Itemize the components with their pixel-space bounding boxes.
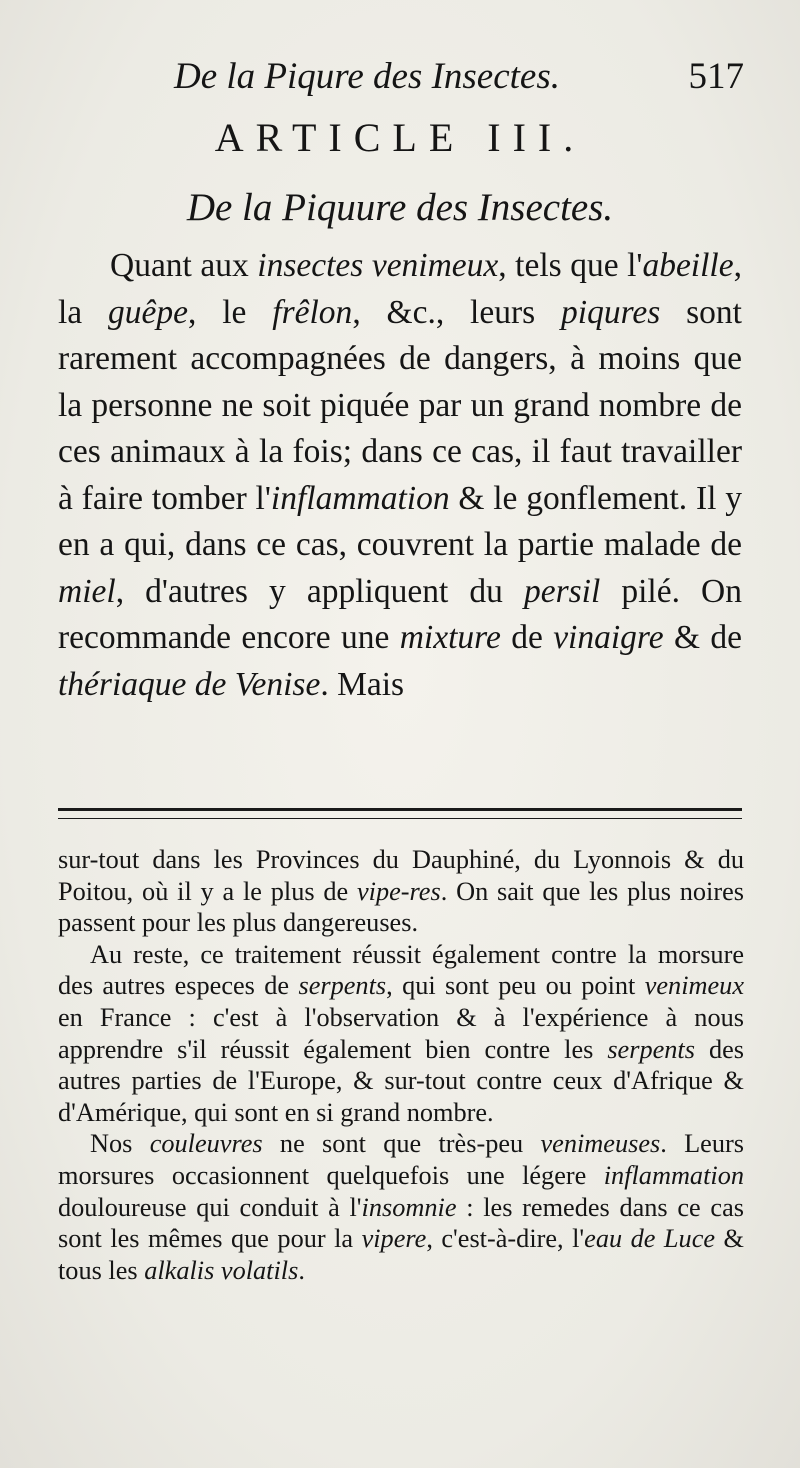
section-title: De la Piquure des Insectes. (186, 186, 614, 229)
footnotes (58, 844, 744, 1286)
footnote-separator-rule (58, 808, 742, 811)
italic-term: vipere (361, 1224, 427, 1254)
italic-term: miel (58, 572, 116, 610)
italic-term: serpents (298, 971, 387, 1001)
footnote-separator-rule-thin (58, 818, 742, 819)
running-title: De la Piqure des Insectes. (174, 56, 560, 97)
italic-term: eau de Luce (584, 1224, 716, 1254)
italic-term: vipe-res (356, 876, 441, 906)
italic-term: guêpe (108, 293, 189, 331)
footnote-paragraph: sur-tout dans les Provinces du Dauphiné, du Lyonnois & du Poitou, où il y a le plus de vipe-res. On sait que les plus noires passent pour les plus dangereuses. (58, 845, 744, 938)
italic-term: couleuvres (149, 1129, 263, 1159)
italic-term: vinaigre (553, 619, 664, 656)
footnote-paragraph: Au reste, ce traitement réussit également contre la morsure des autres especes de serpents, qui sont peu ou point venimeux en France : c'est à l'observation & à l'expérience à nous apprendre s'il réussit également bien contre les serpents des autres parties de l'Europe, & sur-tout contre ceux d'Afrique & d'Amérique, qui sont en si grand nombre. (58, 939, 744, 1127)
italic-term: alkalis volatils (144, 1255, 299, 1285)
footnote-paragraph: Nos couleuvres ne sont que très-peu venimeuses. Leurs morsures occasionnent quelquefois une légere inflammation douloureuse qui conduit à l'insomnie : les remedes dans ce cas sont les mêmes que pour la vipere, c'est-à-dire, l'eau de Luce & tous les alkalis volatils. (58, 1129, 744, 1285)
italic-term: serpents (607, 1034, 695, 1064)
italic-term: persil (523, 572, 601, 610)
italic-term: mixture (399, 619, 501, 656)
italic-term: insomnie (361, 1192, 457, 1222)
italic-term: venimeuses (540, 1129, 661, 1159)
italic-term: frêlon (272, 293, 353, 331)
italic-term: piqures (561, 293, 661, 331)
italic-term: insectes venimeux (257, 247, 499, 284)
italic-term: venimeux (644, 971, 744, 1001)
main-paragraph: Quant aux insectes venimeux, tels que l'abeille, la guêpe, le frêlon, &c., leurs piqures sont rarement accompagnées de dangers, à moins que la personne ne soit piquée par un grand nombre de ces animaux à la fois; dans ce cas, il faut travailler à faire tomber l'inflammation & le gonflement. Il y en a qui, dans ce cas, couvrent la partie malade de miel, d'autres y appliquent du persil pilé. On recommande encore une mixture de vinaigre & de thériaque de Venise. Mais (58, 247, 742, 703)
italic-term: thériaque de Venise (58, 665, 321, 703)
italic-term: inflammation (270, 479, 450, 517)
italic-term: inflammation (603, 1160, 744, 1190)
article-heading: ARTICLE III. (214, 115, 586, 160)
page-header (60, 52, 744, 102)
italic-term: abeille (642, 247, 734, 284)
page-number: 517 (688, 56, 744, 97)
